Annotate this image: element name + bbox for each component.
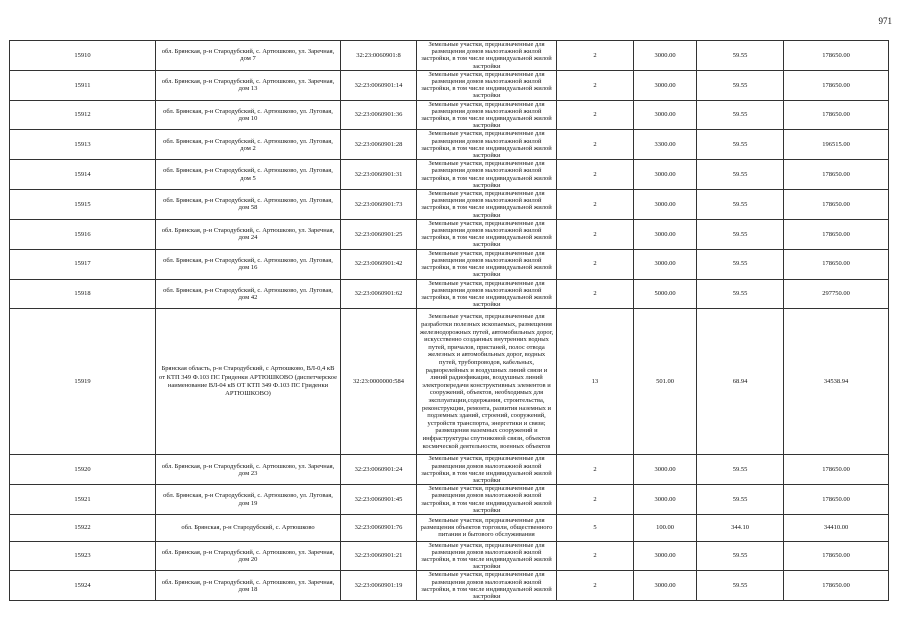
row-cadastral-value: 196515.00 [784, 130, 889, 160]
table-row [10, 541, 889, 571]
row-cadastral-value: 178650.00 [784, 485, 889, 515]
row-cadastral-value: 34410.00 [784, 514, 889, 541]
row-area: 3000.00 [634, 219, 697, 249]
row-group: 2 [557, 219, 634, 249]
table-row [10, 219, 889, 249]
row-cadastral-value: 178650.00 [784, 70, 889, 100]
row-land-category: Земельные участки, предназначенные для размещения домов малоэтажной жилой застройки, в том числе индивидуальной жилой застройки [417, 41, 557, 71]
row-address: обл. Брянская, р-н Стародубский, с. Артюшково, ул. Луговая, дом 58 [156, 190, 341, 220]
row-land-category: Земельные участки, предназначенные для размещения домов малоэтажной жилой застройки, в том числе индивидуальной жилой застройки [417, 100, 557, 130]
row-area: 100.00 [634, 514, 697, 541]
row-cadastral-value: 34538.94 [784, 309, 889, 455]
row-specific-value: 59.55 [697, 279, 784, 309]
cadastral-registry-table [9, 40, 889, 601]
row-area: 5000.00 [634, 279, 697, 309]
row-number: 15911 [10, 70, 156, 100]
row-land-category: Земельные участки, предназначенные для размещения домов малоэтажной жилой застройки, в том числе индивидуальной жилой застройки [417, 130, 557, 160]
table-row [10, 190, 889, 220]
row-cadastral-value: 178650.00 [784, 190, 889, 220]
row-cadastral-number: 32:23:0060901:42 [341, 249, 417, 279]
row-number: 15922 [10, 514, 156, 541]
row-cadastral-number: 32:23:0060901:28 [341, 130, 417, 160]
row-address: обл. Брянская, р-н Стародубский, с. Артюшково [156, 514, 341, 541]
table-row [10, 130, 889, 160]
row-number: 15917 [10, 249, 156, 279]
table-row [10, 249, 889, 279]
row-cadastral-value: 178650.00 [784, 219, 889, 249]
row-cadastral-value: 178650.00 [784, 100, 889, 130]
row-specific-value: 59.55 [697, 249, 784, 279]
row-land-category: Земельные участки, предназначенные для размещения домов малоэтажной жилой застройки, в том числе индивидуальной жилой застройки [417, 571, 557, 601]
row-number: 15921 [10, 485, 156, 515]
row-group: 2 [557, 130, 634, 160]
row-cadastral-number: 32:23:0000000:584 [341, 309, 417, 455]
row-cadastral-value: 178650.00 [784, 571, 889, 601]
row-cadastral-value: 297750.00 [784, 279, 889, 309]
row-land-category: Земельные участки, предназначенные для размещения домов малоэтажной жилой застройки, в том числе индивидуальной жилой застройки [417, 70, 557, 100]
row-specific-value: 59.55 [697, 571, 784, 601]
row-address: обл. Брянская, р-н Стародубский, с. Артюшково, ул. Заречная, дом 24 [156, 219, 341, 249]
row-number: 15919 [10, 309, 156, 455]
row-cadastral-number: 32:23:0060901:36 [341, 100, 417, 130]
row-number: 15920 [10, 455, 156, 485]
row-group: 2 [557, 249, 634, 279]
row-land-category: Земельные участки, предназначенные для размещения домов малоэтажной жилой застройки, в том числе индивидуальной жилой застройки [417, 160, 557, 190]
row-number: 15910 [10, 41, 156, 71]
row-number: 15924 [10, 571, 156, 601]
row-specific-value: 59.55 [697, 41, 784, 71]
row-cadastral-number: 32:23:0060901:24 [341, 455, 417, 485]
row-land-category: Земельные участки, предназначенные для размещения домов малоэтажной жилой застройки, в том числе индивидуальной жилой застройки [417, 279, 557, 309]
row-specific-value: 59.55 [697, 219, 784, 249]
row-area: 3300.00 [634, 130, 697, 160]
row-area: 3000.00 [634, 249, 697, 279]
row-number: 15918 [10, 279, 156, 309]
row-number: 15916 [10, 219, 156, 249]
table-row [10, 100, 889, 130]
row-cadastral-number: 32:23:0060901:14 [341, 70, 417, 100]
row-cadastral-number: 32:23:0060901:19 [341, 571, 417, 601]
row-specific-value: 59.55 [697, 190, 784, 220]
row-area: 3000.00 [634, 541, 697, 571]
row-cadastral-number: 32:23:0060901:73 [341, 190, 417, 220]
row-group: 2 [557, 455, 634, 485]
row-cadastral-number: 32:23:0060901:25 [341, 219, 417, 249]
row-specific-value: 59.55 [697, 485, 784, 515]
row-group: 2 [557, 541, 634, 571]
row-cadastral-number: 32:23:0060901:21 [341, 541, 417, 571]
row-area: 501.00 [634, 309, 697, 455]
table-row [10, 279, 889, 309]
row-number: 15923 [10, 541, 156, 571]
row-group: 2 [557, 571, 634, 601]
row-cadastral-value: 178650.00 [784, 41, 889, 71]
row-land-category: Земельные участки, предназначенные для размещения домов малоэтажной жилой застройки, в том числе индивидуальной жилой застройки [417, 485, 557, 515]
row-number: 15915 [10, 190, 156, 220]
row-cadastral-value: 178650.00 [784, 455, 889, 485]
row-land-category: Земельные участки, предназначенные для размещения домов малоэтажной жилой застройки, в том числе индивидуальной жилой застройки [417, 541, 557, 571]
table-row [10, 455, 889, 485]
row-group: 13 [557, 309, 634, 455]
row-specific-value: 68.94 [697, 309, 784, 455]
row-specific-value: 59.55 [697, 130, 784, 160]
row-number: 15913 [10, 130, 156, 160]
table-row [10, 571, 889, 601]
row-group: 2 [557, 41, 634, 71]
row-cadastral-value: 178650.00 [784, 160, 889, 190]
row-group: 5 [557, 514, 634, 541]
row-cadastral-number: 32:23:0060901:76 [341, 514, 417, 541]
row-address: обл. Брянская, р-н Стародубский, с. Артюшково, ул. Луговая, дом 42 [156, 279, 341, 309]
row-specific-value: 59.55 [697, 160, 784, 190]
row-address: обл. Брянская, р-н Стародубский, с. Артюшково, ул. Заречная, дом 20 [156, 541, 341, 571]
row-area: 3000.00 [634, 41, 697, 71]
row-land-category: Земельные участки, предназначенные для размещения объектов торговли, общественного питания и бытового обслуживания [417, 514, 557, 541]
row-land-category: Земельные участки, предназначенные для размещения домов малоэтажной жилой застройки, в том числе индивидуальной жилой застройки [417, 219, 557, 249]
row-specific-value: 59.55 [697, 100, 784, 130]
row-cadastral-number: 32:23:0060901:62 [341, 279, 417, 309]
row-number: 15914 [10, 160, 156, 190]
row-area: 3000.00 [634, 571, 697, 601]
table-row [10, 160, 889, 190]
row-group: 2 [557, 279, 634, 309]
row-land-category: Земельные участки, предназначенные для размещения домов малоэтажной жилой застройки, в том числе индивидуальной жилой застройки [417, 190, 557, 220]
row-specific-value: 59.55 [697, 455, 784, 485]
row-specific-value: 59.55 [697, 70, 784, 100]
row-land-category: Земельные участки, предназначенные для разработки полезных ископаемых, размещения железнодорожных путей, автомобильных дорог, искусственно созданных внутренних водных путей, причалов, пристаней, полос отвода железных и автомобильных дорог, водных путей, трубопроводов, кабельных, радиорелейных и воздушных линий связи и линий радиофикации, воздушных линий электропередачи конструктивных элементов и сооружений, объектов, необходимых для эксплуатации,содержания, строительства, реконструкции, ремонта, развития наземных и подземных зданий, строений, сооружений, устройств транспорта, энергетики и связи; размещения наземных сооружений и инфраструктуры спутниковой связи, объектов космической деятельности, военных объектов [417, 309, 557, 455]
row-group: 2 [557, 190, 634, 220]
row-cadastral-number: 32:23:0060901:8 [341, 41, 417, 71]
row-cadastral-number: 32:23:0060901:45 [341, 485, 417, 515]
table-row [10, 41, 889, 71]
row-land-category: Земельные участки, предназначенные для размещения домов малоэтажной жилой застройки, в том числе индивидуальной жилой застройки [417, 249, 557, 279]
table-row [10, 485, 889, 515]
table-row [10, 514, 889, 541]
table-row [10, 309, 889, 455]
row-group: 2 [557, 160, 634, 190]
row-address: обл. Брянская, р-н Стародубский, с. Артюшково, ул. Луговая, дом 2 [156, 130, 341, 160]
row-address: обл. Брянская, р-н Стародубский, с. Артюшково, ул. Луговая, дом 16 [156, 249, 341, 279]
row-group: 2 [557, 70, 634, 100]
row-address: обл. Брянская, р-н Стародубский, с. Артюшково, ул. Луговая, дом 5 [156, 160, 341, 190]
row-cadastral-value: 178650.00 [784, 541, 889, 571]
row-cadastral-number: 32:23:0060901:31 [341, 160, 417, 190]
row-address: обл. Брянская, р-н Стародубский, с. Артюшково, ул. Заречная, дом 18 [156, 571, 341, 601]
row-group: 2 [557, 100, 634, 130]
row-number: 15912 [10, 100, 156, 130]
row-address: обл. Брянская, р-н Стародубский, с. Артюшково, ул. Луговая, дом 19 [156, 485, 341, 515]
row-area: 3000.00 [634, 485, 697, 515]
row-area: 3000.00 [634, 455, 697, 485]
row-area: 3000.00 [634, 160, 697, 190]
row-address: обл. Брянская, р-н Стародубский, с. Артюшково, ул. Луговая, дом 10 [156, 100, 341, 130]
registry-rows [10, 41, 889, 601]
page-number: 971 [878, 16, 892, 26]
row-area: 3000.00 [634, 100, 697, 130]
row-address: обл. Брянская, р-н Стародубский, с. Артюшково, ул. Заречная, дом 13 [156, 70, 341, 100]
row-specific-value: 344.10 [697, 514, 784, 541]
row-area: 3000.00 [634, 70, 697, 100]
row-address: обл. Брянская, р-н Стародубский, с. Артюшково, ул. Заречная, дом 23 [156, 455, 341, 485]
row-land-category: Земельные участки, предназначенные для размещения домов малоэтажной жилой застройки, в том числе индивидуальной жилой застройки [417, 455, 557, 485]
row-address: Брянская область, р-н Стародубский, с Артюшково, ВЛ-0,4 кВ от КТП 349 Ф.103 ПС Гриденки АРТЮШКОВО (диспетчерское наименование ВЛ-04 кВ ОТ КТП 349 Ф.103 ПС Гриденки АРТЮШКОВО) [156, 309, 341, 455]
row-address: обл. Брянская, р-н Стародубский, с. Артюшково, ул. Заречная, дом 7 [156, 41, 341, 71]
row-specific-value: 59.55 [697, 541, 784, 571]
row-cadastral-value: 178650.00 [784, 249, 889, 279]
row-group: 2 [557, 485, 634, 515]
table-row [10, 70, 889, 100]
row-area: 3000.00 [634, 190, 697, 220]
